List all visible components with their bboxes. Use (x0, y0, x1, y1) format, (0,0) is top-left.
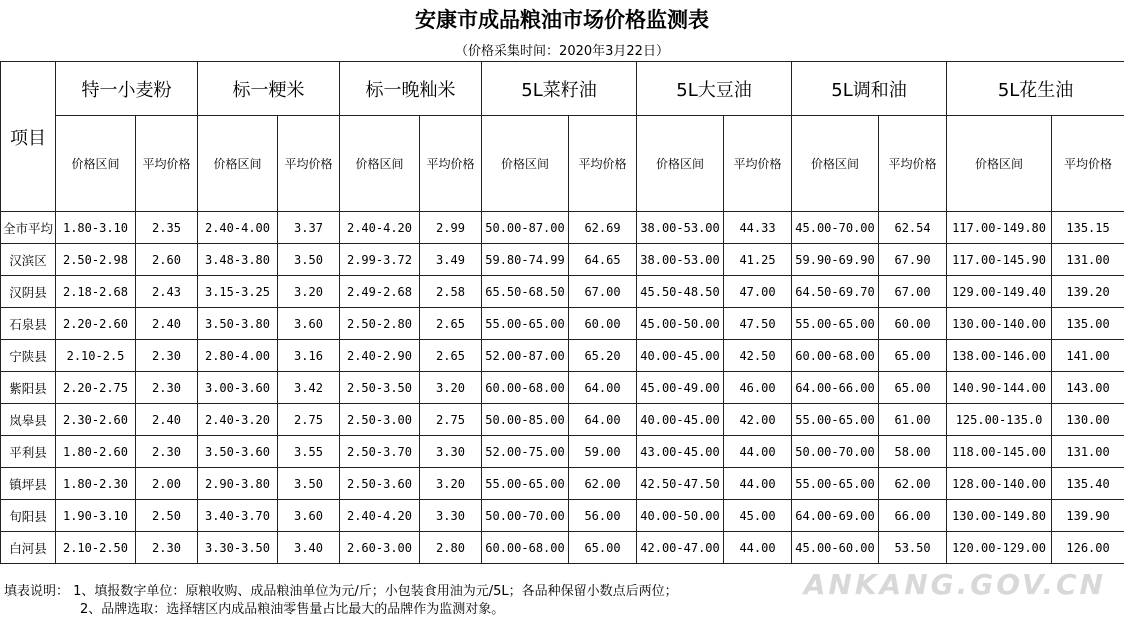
average-price-cell: 3.50 (278, 244, 340, 276)
price-range-cell: 55.00-65.00 (482, 468, 569, 500)
price-range-cell: 120.00-129.00 (947, 532, 1052, 564)
average-price-cell: 45.00 (724, 500, 792, 532)
product-header: 5L花生油 (947, 62, 1124, 116)
average-price-cell: 2.65 (420, 308, 482, 340)
price-range-cell: 60.00-68.00 (792, 340, 879, 372)
price-range-cell: 2.50-3.60 (340, 468, 420, 500)
price-range-cell: 59.80-74.99 (482, 244, 569, 276)
table-row (1, 500, 1124, 532)
average-price-cell: 62.00 (569, 468, 637, 500)
price-range-cell: 3.50-3.80 (198, 308, 278, 340)
price-range-cell: 52.00-75.00 (482, 436, 569, 468)
price-range-cell: 59.90-69.90 (792, 244, 879, 276)
price-range-cell: 64.00-69.00 (792, 500, 879, 532)
price-range-cell: 50.00-85.00 (482, 404, 569, 436)
average-price-cell: 3.20 (278, 276, 340, 308)
average-price-cell: 53.50 (879, 532, 947, 564)
average-price-cell: 2.65 (420, 340, 482, 372)
average-price-cell: 60.00 (879, 308, 947, 340)
average-price-cell: 135.00 (1052, 308, 1124, 340)
average-price-cell: 3.60 (278, 308, 340, 340)
average-price-cell: 62.54 (879, 212, 947, 244)
average-price-cell: 3.16 (278, 340, 340, 372)
price-range-cell: 2.49-2.68 (340, 276, 420, 308)
average-price-cell: 3.20 (420, 468, 482, 500)
average-price-cell: 2.35 (136, 212, 198, 244)
average-price-cell: 2.40 (136, 308, 198, 340)
price-range-cell: 117.00-145.90 (947, 244, 1052, 276)
row-label: 汉阴县 (1, 276, 56, 308)
price-range-cell: 65.50-68.50 (482, 276, 569, 308)
average-price-cell: 65.00 (879, 372, 947, 404)
price-range-cell: 2.80-4.00 (198, 340, 278, 372)
price-range-cell: 117.00-149.80 (947, 212, 1052, 244)
price-range-cell: 60.00-68.00 (482, 372, 569, 404)
row-label: 宁陕县 (1, 340, 56, 372)
price-range-cell: 3.30-3.50 (198, 532, 278, 564)
average-price-cell: 2.75 (420, 404, 482, 436)
table-row (1, 404, 1124, 436)
price-range-cell: 45.00-60.00 (792, 532, 879, 564)
average-price-cell: 41.25 (724, 244, 792, 276)
note-line-2: 2、品牌选取：选择辖区内成品粮油零售量占比最大的品牌作为监测对象。 (80, 598, 504, 617)
price-range-cell: 130.00-140.00 (947, 308, 1052, 340)
item-header: 项目 (1, 62, 56, 212)
price-range-cell: 1.80-2.60 (56, 436, 136, 468)
price-range-cell: 40.00-50.00 (637, 500, 724, 532)
average-price-cell: 2.40 (136, 404, 198, 436)
average-price-cell: 47.50 (724, 308, 792, 340)
average-price-cell: 44.00 (724, 436, 792, 468)
price-range-cell: 129.00-149.40 (947, 276, 1052, 308)
collection-date: （价格采集时间：2020年3月22日） (0, 40, 1124, 59)
price-range-cell: 52.00-87.00 (482, 340, 569, 372)
price-range-cell: 2.10-2.50 (56, 532, 136, 564)
average-price-cell: 64.00 (569, 372, 637, 404)
price-range-cell: 138.00-146.00 (947, 340, 1052, 372)
row-label: 旬阳县 (1, 500, 56, 532)
average-price-cell: 143.00 (1052, 372, 1124, 404)
average-price-cell: 42.50 (724, 340, 792, 372)
note-line-1: 填表说明： 1、填报数字单位：原粮收购、成品粮油单位为元/斤；小包装食用油为元/5L；各品种保留小数点后两位； (4, 580, 678, 599)
price-range-cell: 128.00-140.00 (947, 468, 1052, 500)
average-price-cell: 3.40 (278, 532, 340, 564)
average-price-cell: 2.50 (136, 500, 198, 532)
table-row (1, 532, 1124, 564)
average-price-cell: 3.50 (278, 468, 340, 500)
price-range-cell: 2.99-3.72 (340, 244, 420, 276)
average-price-cell: 65.20 (569, 340, 637, 372)
average-price-cell: 130.00 (1052, 404, 1124, 436)
price-range-cell: 3.40-3.70 (198, 500, 278, 532)
average-price-cell: 64.65 (569, 244, 637, 276)
average-price-cell: 3.60 (278, 500, 340, 532)
price-range-cell: 64.50-69.70 (792, 276, 879, 308)
average-price-cell: 3.20 (420, 372, 482, 404)
average-price-cell: 47.00 (724, 276, 792, 308)
average-price-cell: 64.00 (569, 404, 637, 436)
average-price-cell: 2.30 (136, 436, 198, 468)
average-price-cell: 44.00 (724, 532, 792, 564)
price-range-cell: 1.90-3.10 (56, 500, 136, 532)
price-range-cell: 45.00-49.00 (637, 372, 724, 404)
price-range-cell: 55.00-65.00 (792, 468, 879, 500)
average-price-cell: 3.42 (278, 372, 340, 404)
average-price-cell: 3.49 (420, 244, 482, 276)
price-range-cell: 2.40-4.20 (340, 500, 420, 532)
header-row-subcolumns (1, 116, 1124, 212)
price-range-cell: 2.20-2.60 (56, 308, 136, 340)
product-header: 5L菜籽油 (482, 62, 637, 116)
price-range-cell: 2.60-3.00 (340, 532, 420, 564)
average-price-cell: 131.00 (1052, 244, 1124, 276)
row-label: 汉滨区 (1, 244, 56, 276)
average-price-cell: 2.43 (136, 276, 198, 308)
price-range-cell: 3.15-3.25 (198, 276, 278, 308)
price-range-cell: 2.18-2.68 (56, 276, 136, 308)
average-price-cell: 2.30 (136, 372, 198, 404)
average-price-cell: 2.75 (278, 404, 340, 436)
table-row (1, 276, 1124, 308)
price-range-cell: 2.30-2.60 (56, 404, 136, 436)
average-subheader: 平均价格 (879, 116, 947, 212)
average-price-cell: 67.00 (879, 276, 947, 308)
table-row (1, 244, 1124, 276)
average-price-cell: 44.33 (724, 212, 792, 244)
average-price-cell: 66.00 (879, 500, 947, 532)
table-row (1, 436, 1124, 468)
average-price-cell: 2.30 (136, 532, 198, 564)
average-price-cell: 126.00 (1052, 532, 1124, 564)
average-price-cell: 135.40 (1052, 468, 1124, 500)
average-price-cell: 3.30 (420, 500, 482, 532)
average-price-cell: 56.00 (569, 500, 637, 532)
site-watermark: ANKANG.GOV.CN (804, 568, 1106, 601)
table-row (1, 468, 1124, 500)
average-price-cell: 65.00 (569, 532, 637, 564)
average-price-cell: 61.00 (879, 404, 947, 436)
price-range-cell: 3.48-3.80 (198, 244, 278, 276)
price-range-cell: 1.80-2.30 (56, 468, 136, 500)
price-range-cell: 2.50-3.70 (340, 436, 420, 468)
price-range-cell: 45.00-70.00 (792, 212, 879, 244)
average-subheader: 平均价格 (420, 116, 482, 212)
price-range-cell: 118.00-145.00 (947, 436, 1052, 468)
price-range-cell: 125.00-135.0 (947, 404, 1052, 436)
price-range-cell: 42.50-47.50 (637, 468, 724, 500)
average-price-cell: 65.00 (879, 340, 947, 372)
range-subheader: 价格区间 (198, 116, 278, 212)
row-label: 白河县 (1, 532, 56, 564)
price-range-cell: 45.50-48.50 (637, 276, 724, 308)
price-range-cell: 42.00-47.00 (637, 532, 724, 564)
table-row (1, 308, 1124, 340)
average-price-cell: 135.15 (1052, 212, 1124, 244)
price-range-cell: 40.00-45.00 (637, 404, 724, 436)
average-price-cell: 62.00 (879, 468, 947, 500)
price-range-cell: 2.50-3.50 (340, 372, 420, 404)
price-range-cell: 2.20-2.75 (56, 372, 136, 404)
product-header: 特一小麦粉 (56, 62, 198, 116)
average-subheader: 平均价格 (724, 116, 792, 212)
range-subheader: 价格区间 (340, 116, 420, 212)
price-range-cell: 2.40-3.20 (198, 404, 278, 436)
product-header: 标一晚籼米 (340, 62, 482, 116)
price-range-cell: 55.00-65.00 (792, 308, 879, 340)
price-range-cell: 2.90-3.80 (198, 468, 278, 500)
range-subheader: 价格区间 (792, 116, 879, 212)
row-label: 石泉县 (1, 308, 56, 340)
average-price-cell: 2.60 (136, 244, 198, 276)
average-price-cell: 2.58 (420, 276, 482, 308)
average-price-cell: 2.30 (136, 340, 198, 372)
table-row (1, 372, 1124, 404)
range-subheader: 价格区间 (56, 116, 136, 212)
average-price-cell: 67.00 (569, 276, 637, 308)
header-row-products (1, 62, 1124, 116)
price-range-cell: 38.00-53.00 (637, 212, 724, 244)
average-price-cell: 59.00 (569, 436, 637, 468)
average-price-cell: 60.00 (569, 308, 637, 340)
price-range-cell: 2.50-2.98 (56, 244, 136, 276)
price-range-cell: 50.00-87.00 (482, 212, 569, 244)
price-range-cell: 3.00-3.60 (198, 372, 278, 404)
price-table (0, 61, 1124, 564)
table-body (1, 212, 1124, 564)
average-price-cell: 131.00 (1052, 436, 1124, 468)
price-range-cell: 43.00-45.00 (637, 436, 724, 468)
row-label: 平利县 (1, 436, 56, 468)
row-label: 岚皋县 (1, 404, 56, 436)
price-range-cell: 2.40-2.90 (340, 340, 420, 372)
average-price-cell: 58.00 (879, 436, 947, 468)
average-price-cell: 139.20 (1052, 276, 1124, 308)
price-range-cell: 2.50-3.00 (340, 404, 420, 436)
price-range-cell: 2.50-2.80 (340, 308, 420, 340)
row-label: 全市平均 (1, 212, 56, 244)
average-price-cell: 42.00 (724, 404, 792, 436)
page-title: 安康市成品粮油市场价格监测表 (0, 4, 1124, 34)
row-label: 紫阳县 (1, 372, 56, 404)
average-price-cell: 139.90 (1052, 500, 1124, 532)
average-price-cell: 67.90 (879, 244, 947, 276)
range-subheader: 价格区间 (947, 116, 1052, 212)
price-range-cell: 55.00-65.00 (482, 308, 569, 340)
price-range-cell: 2.40-4.00 (198, 212, 278, 244)
average-price-cell: 2.00 (136, 468, 198, 500)
price-range-cell: 140.90-144.00 (947, 372, 1052, 404)
price-range-cell: 2.40-4.20 (340, 212, 420, 244)
table-row (1, 212, 1124, 244)
price-range-cell: 130.00-149.80 (947, 500, 1052, 532)
average-price-cell: 2.99 (420, 212, 482, 244)
table-row (1, 340, 1124, 372)
price-range-cell: 60.00-68.00 (482, 532, 569, 564)
average-price-cell: 62.69 (569, 212, 637, 244)
average-subheader: 平均价格 (278, 116, 340, 212)
average-subheader: 平均价格 (136, 116, 198, 212)
price-range-cell: 3.50-3.60 (198, 436, 278, 468)
average-price-cell: 3.55 (278, 436, 340, 468)
average-price-cell: 3.30 (420, 436, 482, 468)
price-range-cell: 1.80-3.10 (56, 212, 136, 244)
price-range-cell: 2.10-2.5 (56, 340, 136, 372)
average-price-cell: 44.00 (724, 468, 792, 500)
average-price-cell: 2.80 (420, 532, 482, 564)
average-price-cell: 3.37 (278, 212, 340, 244)
average-subheader: 平均价格 (569, 116, 637, 212)
range-subheader: 价格区间 (482, 116, 569, 212)
product-header: 5L调和油 (792, 62, 947, 116)
price-range-cell: 45.00-50.00 (637, 308, 724, 340)
price-range-cell: 64.00-66.00 (792, 372, 879, 404)
price-range-cell: 40.00-45.00 (637, 340, 724, 372)
product-header: 5L大豆油 (637, 62, 792, 116)
product-header: 标一粳米 (198, 62, 340, 116)
average-price-cell: 46.00 (724, 372, 792, 404)
average-price-cell: 141.00 (1052, 340, 1124, 372)
price-range-cell: 55.00-65.00 (792, 404, 879, 436)
row-label: 镇坪县 (1, 468, 56, 500)
price-range-cell: 50.00-70.00 (482, 500, 569, 532)
range-subheader: 价格区间 (637, 116, 724, 212)
price-range-cell: 38.00-53.00 (637, 244, 724, 276)
average-subheader: 平均价格 (1052, 116, 1124, 212)
price-range-cell: 50.00-70.00 (792, 436, 879, 468)
